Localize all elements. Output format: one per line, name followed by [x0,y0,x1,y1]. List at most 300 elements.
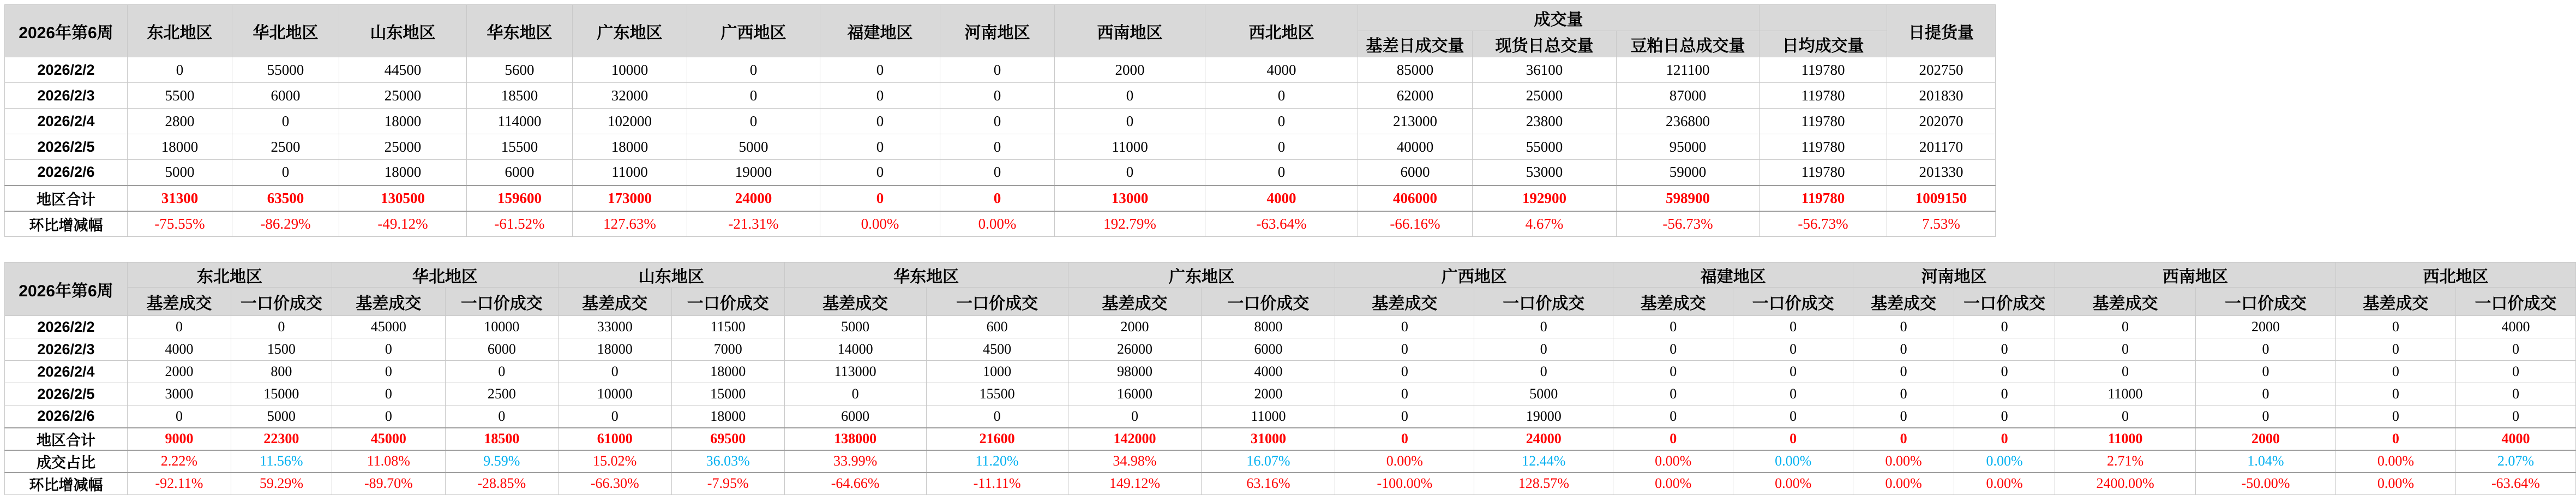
bottom-header-region-shandong[interactable]: 山东地区 [558,263,784,288]
data-cell[interactable]: 5000 [1474,383,1613,405]
data-cell[interactable]: 59000 [1617,160,1760,186]
top-header-basis-daily-volume[interactable]: 基差日成交量 [1358,31,1473,57]
data-cell[interactable]: 34.98% [1068,450,1202,473]
subheader-fixed[interactable]: 一口价成交 [2455,288,2575,316]
data-cell[interactable]: 61000 [558,428,671,450]
data-cell[interactable]: 138000 [784,428,926,450]
data-cell[interactable]: 18000 [671,405,784,428]
bottom-header-region-guangxi[interactable]: 广西地区 [1335,263,1613,288]
data-cell[interactable]: 0 [1335,316,1474,338]
data-cell[interactable]: 4000 [2455,428,2575,450]
data-cell[interactable]: -66.30% [558,473,671,495]
data-cell[interactable]: 0 [231,316,332,338]
data-cell[interactable]: 119780 [1760,109,1887,134]
data-cell[interactable]: 0 [1068,405,1202,428]
data-cell[interactable]: 5000 [231,405,332,428]
data-cell[interactable]: 18000 [339,109,467,134]
row-label[interactable]: 环比增减幅 [5,473,128,495]
row-label[interactable]: 2026/2/2 [5,57,128,83]
row-label[interactable]: 2026/2/5 [5,383,128,405]
data-cell[interactable]: 0 [1613,428,1733,450]
row-label[interactable]: 2026/2/5 [5,134,128,160]
data-cell[interactable]: 26000 [1068,338,1202,361]
subheader-basis[interactable]: 基差成交 [2055,288,2196,316]
data-cell[interactable]: 10000 [445,316,558,338]
data-cell[interactable]: 0 [820,160,940,186]
data-cell[interactable]: -28.85% [445,473,558,495]
data-cell[interactable]: 62000 [1358,83,1473,109]
data-cell[interactable]: 0 [232,109,339,134]
data-cell[interactable]: 53000 [1473,160,1617,186]
row-label[interactable]: 2026/2/6 [5,160,128,186]
data-cell[interactable]: 5500 [128,83,232,109]
data-cell[interactable]: 0 [1733,316,1853,338]
data-cell[interactable]: 0 [1733,428,1853,450]
data-cell[interactable]: 159600 [467,186,573,211]
data-cell[interactable]: -75.55% [128,211,232,237]
data-cell[interactable]: 0 [687,57,820,83]
data-cell[interactable]: 0 [820,134,940,160]
data-cell[interactable]: -21.31% [687,211,820,237]
data-cell[interactable]: 0 [940,109,1055,134]
data-cell[interactable]: 236800 [1617,109,1760,134]
data-cell[interactable]: 18500 [445,428,558,450]
data-cell[interactable]: 2500 [445,383,558,405]
data-cell[interactable]: 3000 [127,383,231,405]
data-cell[interactable]: 6000 [1202,338,1335,361]
subheader-basis[interactable]: 基差成交 [127,288,231,316]
data-cell[interactable]: 10000 [558,383,671,405]
data-cell[interactable]: 0 [1055,83,1205,109]
data-cell[interactable]: 0 [1474,316,1613,338]
data-cell[interactable]: 11000 [1055,134,1205,160]
data-cell[interactable]: 45000 [332,316,445,338]
data-cell[interactable]: 25000 [339,134,467,160]
subheader-basis[interactable]: 基差成交 [1853,288,1954,316]
data-cell[interactable]: 0 [1613,405,1733,428]
subheader-basis[interactable]: 基差成交 [1068,288,1202,316]
data-cell[interactable]: 0 [232,160,339,186]
data-cell[interactable]: 0 [2455,405,2575,428]
data-cell[interactable]: 0 [127,405,231,428]
data-cell[interactable]: 130500 [339,186,467,211]
data-cell[interactable]: 0 [1853,383,1954,405]
data-cell[interactable]: 16000 [1068,383,1202,405]
data-cell[interactable]: 0 [1954,338,2055,361]
subheader-fixed[interactable]: 一口价成交 [1733,288,1853,316]
bottom-table-week-title[interactable]: 2026年第6周 [5,263,128,316]
data-cell[interactable]: 18000 [671,361,784,383]
row-label[interactable]: 2026/2/6 [5,405,128,428]
data-cell[interactable]: 7000 [671,338,784,361]
top-header-volume-group[interactable]: 成交量 [1358,5,1760,31]
data-cell[interactable]: 201330 [1887,160,1996,186]
data-cell[interactable]: 9.59% [445,450,558,473]
subheader-basis[interactable]: 基差成交 [558,288,671,316]
top-header-daily-average[interactable]: 日均成交量 [1760,31,1887,57]
data-cell[interactable]: 2.71% [2055,450,2196,473]
data-cell[interactable]: -50.00% [2196,473,2336,495]
top-header-region-guangdong[interactable]: 广东地区 [573,5,687,57]
data-cell[interactable]: 15000 [671,383,784,405]
data-cell[interactable]: 202070 [1887,109,1996,134]
data-cell[interactable]: 0 [2055,316,2196,338]
data-cell[interactable]: -92.11% [127,473,231,495]
data-cell[interactable]: 31000 [1202,428,1335,450]
data-cell[interactable]: 113000 [784,361,926,383]
data-cell[interactable]: 0 [1335,383,1474,405]
data-cell[interactable]: 0 [332,338,445,361]
top-header-region-east[interactable]: 华东地区 [467,5,573,57]
data-cell[interactable]: 0 [1853,316,1954,338]
data-cell[interactable]: 0.00% [2335,473,2455,495]
bottom-header-region-northeast[interactable]: 东北地区 [127,263,332,288]
data-cell[interactable]: 0 [1335,405,1474,428]
top-header-region-north[interactable]: 华北地区 [232,5,339,57]
data-cell[interactable]: 2000 [2196,428,2336,450]
data-cell[interactable]: 0 [940,186,1055,211]
data-cell[interactable]: 406000 [1358,186,1473,211]
bottom-header-region-east[interactable]: 华东地区 [784,263,1068,288]
data-cell[interactable]: 127.63% [573,211,687,237]
data-cell[interactable]: 0 [1853,405,1954,428]
data-cell[interactable]: 2000 [2196,316,2336,338]
data-cell[interactable]: 0 [1205,109,1358,134]
subheader-basis[interactable]: 基差成交 [2335,288,2455,316]
data-cell[interactable]: -7.95% [671,473,784,495]
data-cell[interactable]: 0 [1954,316,2055,338]
data-cell[interactable]: 4000 [1205,186,1358,211]
data-cell[interactable]: 0 [1613,361,1733,383]
data-cell[interactable]: 0 [332,383,445,405]
data-cell[interactable]: -100.00% [1335,473,1474,495]
bottom-header-region-henan[interactable]: 河南地区 [1853,263,2055,288]
data-cell[interactable]: 2.07% [2455,450,2575,473]
data-cell[interactable]: 0 [940,83,1055,109]
top-header-region-henan[interactable]: 河南地区 [940,5,1055,57]
data-cell[interactable]: 2000 [1202,383,1335,405]
data-cell[interactable]: 0.00% [1954,450,2055,473]
data-cell[interactable]: 119780 [1760,186,1887,211]
data-cell[interactable]: -64.66% [784,473,926,495]
data-cell[interactable]: 0.00% [1853,473,1954,495]
data-cell[interactable]: 0 [687,83,820,109]
data-cell[interactable]: 4000 [1202,361,1335,383]
subheader-fixed[interactable]: 一口价成交 [1474,288,1613,316]
data-cell[interactable]: 11000 [573,160,687,186]
data-cell[interactable]: 0 [1733,361,1853,383]
data-cell[interactable]: 0.00% [1613,450,1733,473]
data-cell[interactable]: 25000 [1473,83,1617,109]
data-cell[interactable]: 0 [445,405,558,428]
data-cell[interactable]: 14000 [784,338,926,361]
data-cell[interactable]: 18000 [573,134,687,160]
subheader-fixed[interactable]: 一口价成交 [2196,288,2336,316]
bottom-header-region-guangdong[interactable]: 广东地区 [1068,263,1335,288]
data-cell[interactable]: 2800 [128,109,232,134]
data-cell[interactable]: 0 [2335,405,2455,428]
data-cell[interactable]: 5000 [784,316,926,338]
data-cell[interactable]: 0 [820,109,940,134]
data-cell[interactable]: 0.00% [1853,450,1954,473]
data-cell[interactable]: 11500 [671,316,784,338]
data-cell[interactable]: 16.07% [1202,450,1335,473]
data-cell[interactable]: 0 [2335,361,2455,383]
row-label[interactable]: 2026/2/3 [5,83,128,109]
data-cell[interactable]: 0.00% [1954,473,2055,495]
data-cell[interactable]: 85000 [1358,57,1473,83]
data-cell[interactable]: -63.64% [1205,211,1358,237]
data-cell[interactable]: 18000 [558,338,671,361]
data-cell[interactable]: 0 [1613,338,1733,361]
data-cell[interactable]: 0 [2196,361,2336,383]
top-header-empty-cell[interactable] [1760,5,1887,31]
data-cell[interactable]: 201170 [1887,134,1996,160]
row-label[interactable]: 2026/2/4 [5,361,128,383]
data-cell[interactable]: 11000 [2055,428,2196,450]
data-cell[interactable]: 1000 [926,361,1068,383]
data-cell[interactable]: 0 [332,361,445,383]
data-cell[interactable]: 25000 [339,83,467,109]
subheader-fixed[interactable]: 一口价成交 [231,288,332,316]
data-cell[interactable]: 0 [445,361,558,383]
subheader-fixed[interactable]: 一口价成交 [1954,288,2055,316]
top-header-region-northeast[interactable]: 东北地区 [128,5,232,57]
row-label[interactable]: 环比增减幅 [5,211,128,237]
top-header-daily-pickup[interactable]: 日提货量 [1887,5,1996,57]
data-cell[interactable]: 0 [1733,405,1853,428]
data-cell[interactable]: 0 [926,405,1068,428]
data-cell[interactable]: 11.56% [231,450,332,473]
data-cell[interactable]: 18000 [128,134,232,160]
data-cell[interactable]: 55000 [1473,134,1617,160]
data-cell[interactable]: 0 [1613,383,1733,405]
row-label[interactable]: 地区合计 [5,186,128,211]
data-cell[interactable]: 19000 [1474,405,1613,428]
data-cell[interactable]: 98000 [1068,361,1202,383]
data-cell[interactable]: 0 [2335,383,2455,405]
top-header-region-fujian[interactable]: 福建地区 [820,5,940,57]
data-cell[interactable]: 0 [1205,134,1358,160]
data-cell[interactable]: 102000 [573,109,687,134]
row-label[interactable]: 2026/2/3 [5,338,128,361]
data-cell[interactable]: 0 [1853,361,1954,383]
data-cell[interactable]: 10000 [573,57,687,83]
data-cell[interactable]: -66.16% [1358,211,1473,237]
data-cell[interactable]: 18500 [467,83,573,109]
data-cell[interactable]: 33000 [558,316,671,338]
data-cell[interactable]: 31300 [128,186,232,211]
data-cell[interactable]: 0 [1954,405,2055,428]
data-cell[interactable]: 5000 [128,160,232,186]
data-cell[interactable]: 173000 [573,186,687,211]
data-cell[interactable]: 800 [231,361,332,383]
data-cell[interactable]: 40000 [1358,134,1473,160]
data-cell[interactable]: 0.00% [1335,450,1474,473]
subheader-fixed[interactable]: 一口价成交 [1202,288,1335,316]
data-cell[interactable]: 11.08% [332,450,445,473]
data-cell[interactable]: 13000 [1055,186,1205,211]
data-cell[interactable]: 192900 [1473,186,1617,211]
data-cell[interactable]: -49.12% [339,211,467,237]
data-cell[interactable]: 0 [2455,361,2575,383]
data-cell[interactable]: 0 [2455,383,2575,405]
data-cell[interactable]: 6000 [232,83,339,109]
data-cell[interactable]: -86.29% [232,211,339,237]
data-cell[interactable]: 45000 [332,428,445,450]
data-cell[interactable]: 24000 [687,186,820,211]
data-cell[interactable]: 0 [128,57,232,83]
data-cell[interactable]: 4000 [1205,57,1358,83]
data-cell[interactable]: 0 [1474,338,1613,361]
data-cell[interactable]: 59.29% [231,473,332,495]
data-cell[interactable]: 192.79% [1055,211,1205,237]
data-cell[interactable]: 0 [940,134,1055,160]
data-cell[interactable]: -56.73% [1760,211,1887,237]
data-cell[interactable]: 213000 [1358,109,1473,134]
data-cell[interactable]: 8000 [1202,316,1335,338]
data-cell[interactable]: 0 [2335,316,2455,338]
data-cell[interactable]: 0 [1055,160,1205,186]
data-cell[interactable]: 0 [2055,338,2196,361]
data-cell[interactable]: 0 [1205,83,1358,109]
data-cell[interactable]: 0 [1733,383,1853,405]
data-cell[interactable]: 0 [687,109,820,134]
data-cell[interactable]: 128.57% [1474,473,1613,495]
data-cell[interactable]: 36.03% [671,450,784,473]
bottom-header-region-fujian[interactable]: 福建地区 [1613,263,1853,288]
data-cell[interactable]: 0 [1055,109,1205,134]
data-cell[interactable]: 2500 [232,134,339,160]
data-cell[interactable]: 23800 [1473,109,1617,134]
data-cell[interactable]: 15000 [231,383,332,405]
data-cell[interactable]: 0 [2196,338,2336,361]
data-cell[interactable]: 63.16% [1202,473,1335,495]
subheader-fixed[interactable]: 一口价成交 [671,288,784,316]
data-cell[interactable]: 21600 [926,428,1068,450]
data-cell[interactable]: 95000 [1617,134,1760,160]
top-header-region-southwest[interactable]: 西南地区 [1055,5,1205,57]
data-cell[interactable]: 1500 [231,338,332,361]
top-table-week-title[interactable]: 2026年第6周 [5,5,128,57]
top-header-spot-daily-total[interactable]: 现货日总交量 [1473,31,1617,57]
data-cell[interactable]: 0 [1335,338,1474,361]
data-cell[interactable]: -11.11% [926,473,1068,495]
data-cell[interactable]: 0 [2196,405,2336,428]
data-cell[interactable]: 4000 [127,338,231,361]
data-cell[interactable]: 119780 [1760,57,1887,83]
data-cell[interactable]: 0 [1335,361,1474,383]
bottom-header-region-northwest[interactable]: 西北地区 [2335,263,2575,288]
data-cell[interactable]: 0 [820,186,940,211]
data-cell[interactable]: 2000 [1068,316,1202,338]
data-cell[interactable]: 0 [820,57,940,83]
data-cell[interactable]: 22300 [231,428,332,450]
data-cell[interactable]: 121100 [1617,57,1760,83]
data-cell[interactable]: 2.22% [127,450,231,473]
data-cell[interactable]: 142000 [1068,428,1202,450]
data-cell[interactable]: 0 [2196,383,2336,405]
data-cell[interactable]: 5600 [467,57,573,83]
data-cell[interactable]: 119780 [1760,160,1887,186]
top-header-soymeal-daily-total[interactable]: 豆粕日总成交量 [1617,31,1760,57]
data-cell[interactable]: 0 [558,405,671,428]
data-cell[interactable]: 202750 [1887,57,1996,83]
data-cell[interactable]: 0 [1613,316,1733,338]
data-cell[interactable]: 119780 [1760,134,1887,160]
data-cell[interactable]: 0 [940,160,1055,186]
data-cell[interactable]: 0 [1853,428,1954,450]
data-cell[interactable]: 0 [558,361,671,383]
subheader-basis[interactable]: 基差成交 [332,288,445,316]
data-cell[interactable]: 0.00% [940,211,1055,237]
data-cell[interactable]: 0.00% [1613,473,1733,495]
data-cell[interactable]: 114000 [467,109,573,134]
data-cell[interactable]: 7.53% [1887,211,1996,237]
data-cell[interactable]: 0 [1205,160,1358,186]
data-cell[interactable]: 2400.00% [2055,473,2196,495]
data-cell[interactable]: 0 [784,383,926,405]
data-cell[interactable]: 33.99% [784,450,926,473]
top-header-region-guangxi[interactable]: 广西地区 [687,5,820,57]
data-cell[interactable]: 19000 [687,160,820,186]
data-cell[interactable]: 15500 [467,134,573,160]
data-cell[interactable]: 0.00% [1733,473,1853,495]
data-cell[interactable]: 12.44% [1474,450,1613,473]
data-cell[interactable]: -63.64% [2455,473,2575,495]
data-cell[interactable]: 15500 [926,383,1068,405]
data-cell[interactable]: 6000 [445,338,558,361]
subheader-basis[interactable]: 基差成交 [784,288,926,316]
data-cell[interactable]: 4.67% [1473,211,1617,237]
data-cell[interactable]: 44500 [339,57,467,83]
data-cell[interactable]: 11.20% [926,450,1068,473]
data-cell[interactable]: 598900 [1617,186,1760,211]
data-cell[interactable]: 0 [332,405,445,428]
data-cell[interactable]: 36100 [1473,57,1617,83]
data-cell[interactable]: 0 [2335,428,2455,450]
data-cell[interactable]: 0.00% [1733,450,1853,473]
data-cell[interactable]: 0 [1474,361,1613,383]
data-cell[interactable]: 4000 [2455,316,2575,338]
data-cell[interactable]: 0 [1954,428,2055,450]
data-cell[interactable]: 9000 [127,428,231,450]
row-label[interactable]: 2026/2/4 [5,109,128,134]
top-header-region-shandong[interactable]: 山东地区 [339,5,467,57]
data-cell[interactable]: 0 [2055,361,2196,383]
data-cell[interactable]: 0 [940,57,1055,83]
data-cell[interactable]: -56.73% [1617,211,1760,237]
data-cell[interactable]: 2000 [127,361,231,383]
data-cell[interactable]: 0 [1954,361,2055,383]
data-cell[interactable]: 0 [2455,338,2575,361]
data-cell[interactable]: 0 [1954,383,2055,405]
data-cell[interactable]: 6000 [1358,160,1473,186]
data-cell[interactable]: 1.04% [2196,450,2336,473]
data-cell[interactable]: -61.52% [467,211,573,237]
data-cell[interactable]: 4500 [926,338,1068,361]
bottom-header-region-north[interactable]: 华北地区 [332,263,558,288]
data-cell[interactable]: 0.00% [2335,450,2455,473]
data-cell[interactable]: 201830 [1887,83,1996,109]
data-cell[interactable]: 0 [2335,338,2455,361]
data-cell[interactable]: 5000 [687,134,820,160]
data-cell[interactable]: 32000 [573,83,687,109]
data-cell[interactable]: 0 [1733,338,1853,361]
data-cell[interactable]: 55000 [232,57,339,83]
data-cell[interactable]: -89.70% [332,473,445,495]
data-cell[interactable]: 11000 [2055,383,2196,405]
